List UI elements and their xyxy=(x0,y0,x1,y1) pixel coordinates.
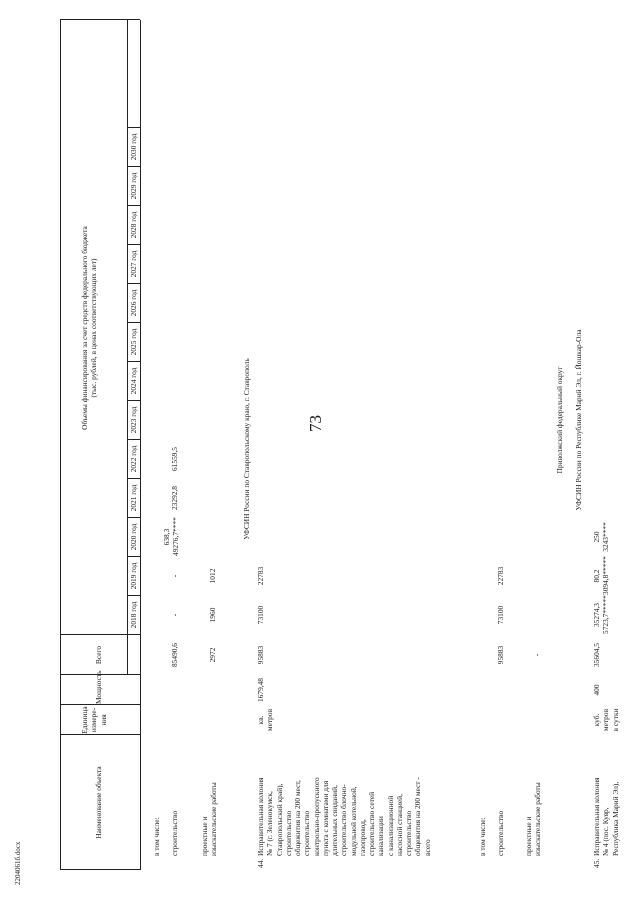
cell-2019: 1012 xyxy=(208,568,217,584)
header-year: 2019 год xyxy=(129,562,138,590)
col-divider xyxy=(60,19,140,20)
section-heading: Приволжский федеральный округ xyxy=(555,366,564,474)
cell-total: 95883 xyxy=(496,645,505,665)
col-divider xyxy=(60,634,140,635)
rotated-table xyxy=(60,10,620,870)
cell-2019: - xyxy=(170,574,179,578)
row-label: строительство xyxy=(496,810,505,856)
row-number: 44. xyxy=(256,858,265,868)
header-year: 2030 год xyxy=(129,133,138,161)
cell-total: - xyxy=(532,653,541,657)
cell-2020: 638,3 49276,7**** xyxy=(162,517,181,556)
header-year: 2023 год xyxy=(129,406,138,434)
cell-2021: 23292,8 xyxy=(170,485,179,511)
row-label: строительство xyxy=(170,810,179,856)
row-label: проектные и изыскательские работы xyxy=(200,782,219,856)
header-unit: Единица измере- ния xyxy=(80,706,108,734)
col-divider xyxy=(60,734,140,735)
row-label: в том числе: xyxy=(152,817,161,856)
header-bottom-border xyxy=(140,20,141,870)
header-year: 2024 год xyxy=(129,367,138,395)
cell-2019: 80,2 3094,8***** xyxy=(592,556,611,595)
header-year: 2018 год xyxy=(129,601,138,629)
table-top-border xyxy=(60,20,61,870)
cell-unit: куб. метров в сутки xyxy=(592,708,620,732)
row-label: проектные и изыскательские работы xyxy=(524,782,543,856)
years-top-border xyxy=(127,20,128,675)
header-year: 2025 год xyxy=(129,328,138,356)
header-year: 2021 год xyxy=(129,484,138,512)
section-heading: УФСИН России по Ставропольскому краю, г. Ставрополь xyxy=(242,358,251,540)
header-year: 2027 год xyxy=(129,250,138,278)
cell-2018: - xyxy=(170,613,179,617)
header-year: 2022 год xyxy=(129,445,138,473)
cell-2022: 61559,5 xyxy=(170,446,179,472)
cell-2020: 250 3243**** xyxy=(592,522,611,552)
header-year: 2026 год xyxy=(129,289,138,317)
cell-total: 85490,6 xyxy=(170,642,179,668)
row-label: в том числе: xyxy=(478,817,487,856)
header-funding: Объемы финансирования за счет средств федерального бюджета (тыс. рублей, в ценах соответствующих лет) xyxy=(80,226,99,430)
header-year: 2020 год xyxy=(129,523,138,551)
cell-2019: 22783 xyxy=(256,566,265,586)
col-divider xyxy=(60,869,140,870)
row-label: Исправительная колония № 4 (пос. Куяр, Республика Марий Эл), xyxy=(592,777,620,856)
cell-2018: 1960 xyxy=(208,607,217,623)
cell-total: 35604,5 xyxy=(592,642,601,668)
col-divider xyxy=(60,704,140,705)
row-label: Исправительная колония № 7 (г. Зеленокумск, Ставропольский край), строительство общежития на 200 мест, строительство контрольно-пропускного пункта с комнатами для длительных свиданий, строительство блочно- модульной котельной, газопровод, строительство сетей канализации с канализационной насосной станцией, строительство общежития на 200 мест - всего xyxy=(256,777,432,856)
header-name: Наименование объекта xyxy=(94,766,103,839)
cell-2018: 73100 xyxy=(256,605,265,625)
header-capacity: Мощность xyxy=(94,670,103,704)
cell-total: 95883 xyxy=(256,645,265,665)
cell-2018: 35274,3 5723,7***** xyxy=(592,595,611,634)
document-footer: 2204061б.docx xyxy=(14,841,22,885)
row-number: 45. xyxy=(592,858,601,868)
cell-2019: 22783 xyxy=(496,566,505,586)
header-year: 2028 год xyxy=(129,211,138,239)
cell-unit: кв. метров xyxy=(256,708,275,732)
section-heading: УФСИН России по Республике Марий Эл, г. Йошкар-Ола xyxy=(574,329,583,511)
cell-capacity: 400 xyxy=(592,684,601,696)
page-number: 73 xyxy=(306,415,325,432)
cell-2018: 73100 xyxy=(496,605,505,625)
cell-total: 2972 xyxy=(208,647,217,663)
header-total: Всего xyxy=(94,645,103,665)
header-year: 2029 год xyxy=(129,172,138,200)
cell-capacity: 1679,48 xyxy=(256,677,265,703)
